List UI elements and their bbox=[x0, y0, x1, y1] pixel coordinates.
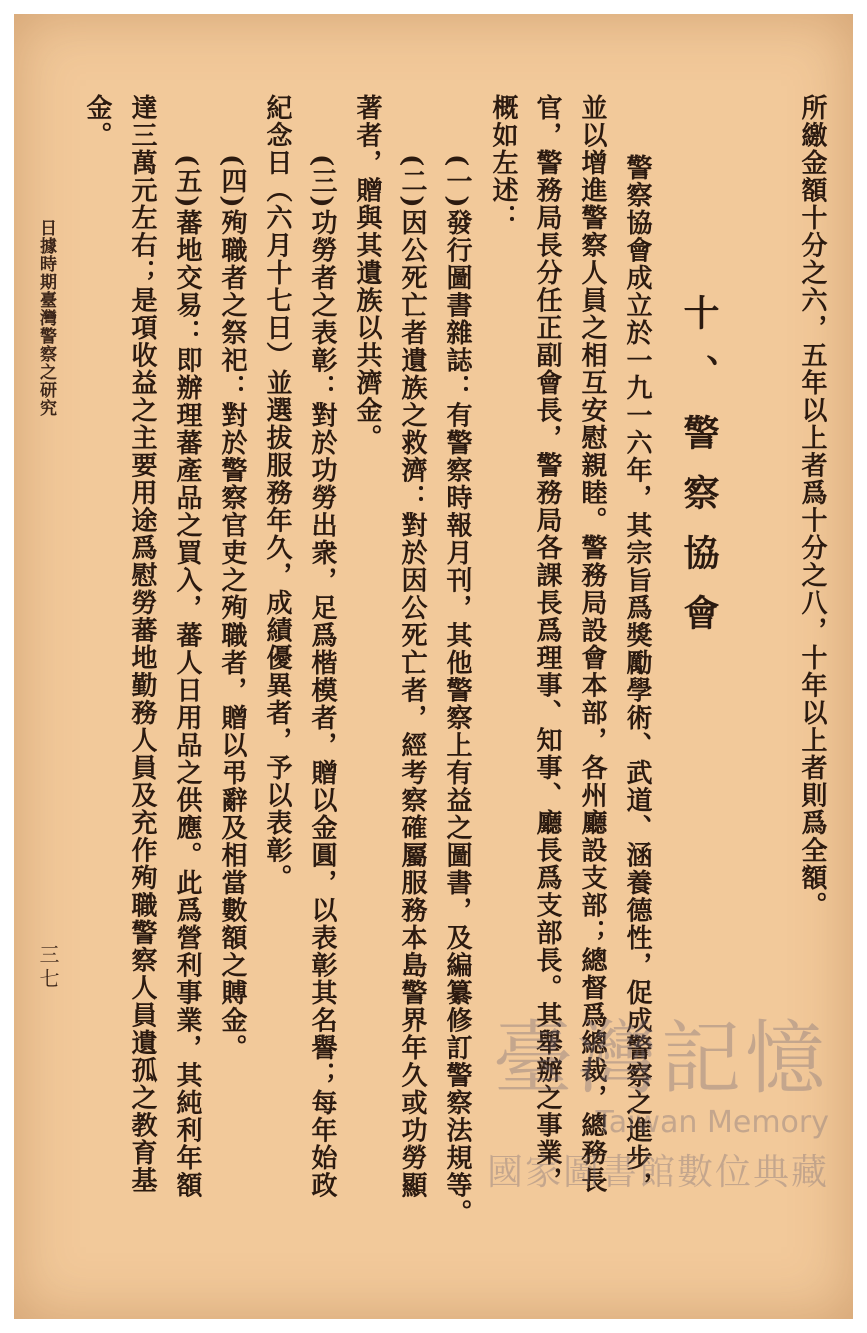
text-line-13: 達三萬元左右；是項收益之主要用途爲慰勞蕃地勤務人員及充作殉職警察人員遺孤之教育基 bbox=[127, 94, 157, 1194]
running-title: 日據時期臺灣警察之研究 bbox=[36, 219, 56, 417]
text-line-1: 所繳金額十分之六，五年以上者爲十分之八，十年以上者則爲全額。 bbox=[797, 94, 827, 919]
text-line-3: 並以增進警察人員之相互安慰親睦。警務局設會本部，各州廳設支部；總督爲總裁，總務長 bbox=[577, 94, 607, 1194]
text-line-14: 金。 bbox=[82, 94, 112, 149]
text-line-6: (一)發行圖書雜誌：有警察時報月刊，其他警察上有益之圖書，及編纂修訂警察法規等。 bbox=[442, 154, 472, 1227]
text-line-7: (二)因公死亡者遺族之救濟：對於因公死亡者，經考察確屬服務本島警界年久或功勞顯 bbox=[397, 154, 427, 1200]
text-line-12: (五)蕃地交易：即辦理蕃產品之買入，蕃人日用品之供應。此爲營利事業，其純利年額 bbox=[172, 154, 202, 1200]
watermark-logo: 臺灣記憶 bbox=[493, 1012, 829, 1105]
watermark bbox=[409, 994, 829, 1234]
book-page bbox=[14, 14, 853, 1319]
text-line-4: 官，警務局長分任正副會長，警務局各課長爲理事、知事、廳長爲支部長。其舉辦之事業， bbox=[532, 94, 562, 1194]
text-line-5: 概如左述： bbox=[488, 94, 518, 232]
text-line-11: (四)殉職者之祭祀：對於警察官吏之殉職者，贈以弔辭及相當數額之賻金。 bbox=[217, 154, 247, 1062]
watermark-english: Taiwan Memory bbox=[595, 1105, 829, 1140]
page-number: 三七 bbox=[36, 944, 60, 992]
text-line-9: (三)功勞者之表彰：對於功勞出衆，足爲楷模者，贈以金圓，以表彰其名譽；每年始政 bbox=[307, 154, 337, 1200]
text-line-2: 警察協會成立於一九一六年，其宗旨爲獎勵學術、武道、涵養德性，促成警察之進步， bbox=[622, 154, 652, 1199]
text-line-10: 紀念日（六月十七日）並選拔服務年久，成績優異者，予以表彰。 bbox=[262, 94, 292, 892]
section-title: 十、警察協會 bbox=[678, 294, 720, 654]
text-line-8: 著者，贈與其遺族以共濟金。 bbox=[352, 94, 382, 452]
watermark-subtitle: 國家圖書館數位典藏 bbox=[486, 1152, 829, 1193]
